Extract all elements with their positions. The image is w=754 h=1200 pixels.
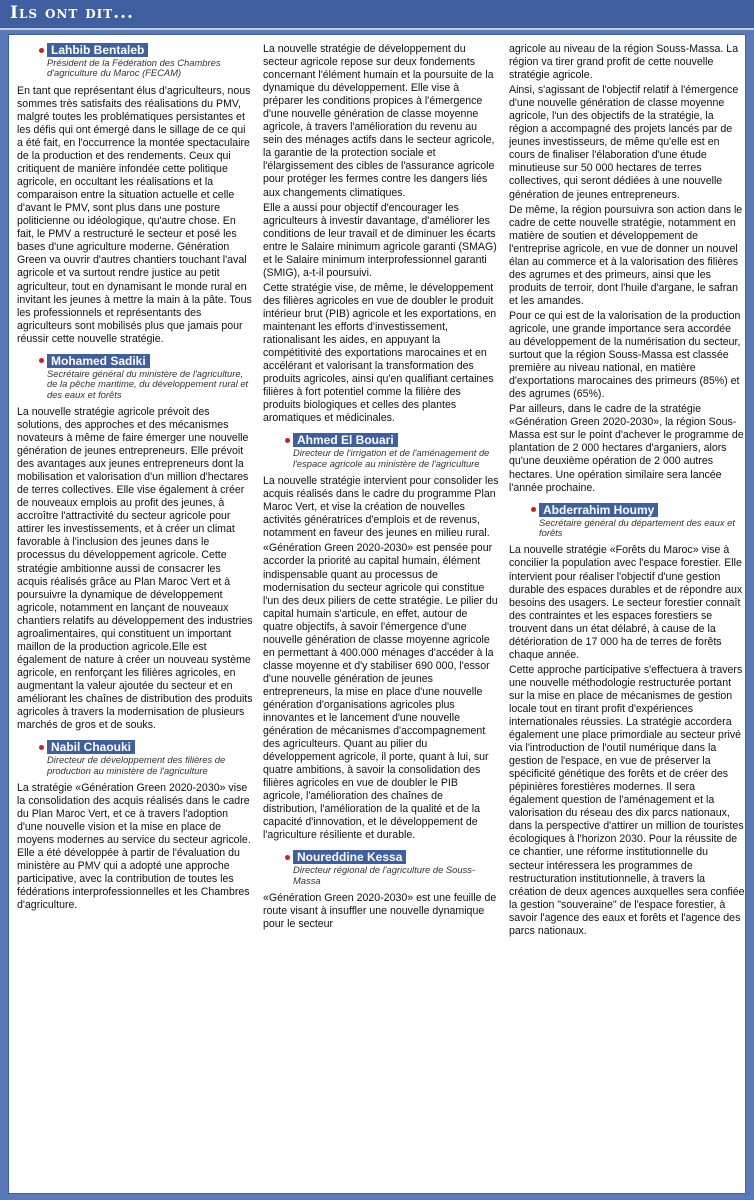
speaker-header xyxy=(17,354,253,400)
speaker-name-row xyxy=(285,850,499,864)
paragraph: En tant que représentant élus d'agriculteurs, nous sommes très satisfaits des réalisations du PMV, malgré toutes les problématiques persistantes et les défis qui ont émergé dans le sillage de ce qui a été fait, en l'occurrence la montée spectaculaire de la production et des rendements. Ceux qui critiquent de manière infondée cette politique agricole, en occultant les réalisations et la comparaison entre la situation actuelle et celle d'avant le PMV, sont plus dans une posture politicienne ou idéologique, qu'autre chose. En fait, le PMV a restructuré le secteur et posé les bases d'une agriculture moderne. Génération Green va ouvrir d'autres chantiers touchant l'aval agricole et va surtout rendre justice au petit agriculteur, tout en dynamisant le monde rural en invitant les jeunes à mettre la main à la pâte. Tous les professionnels et représentants des agriculteurs sont mobilisés plus que jamais pour réussir cette nouvelle stratégie. xyxy=(17,84,252,345)
paragraph: La stratégie «Génération Green 2020-2030» vise la consolidation des acquis réalisés dans le cadre du Plan Maroc Vert, et ce à travers l'adoption d'une nouvelle vision et la mise en place de moyens modernes au service du secteur agricole. Elle a été développée à partir de l'évaluation du ministère au PMV qui a adopté une approche participative, avec la contribution de toutes les fédérations interprofessionnelles et les Chambres d'agriculture. xyxy=(17,781,251,912)
paragraph: Pour ce qui est de la valorisation de la production agricole, une grande importance sera accordée au développement de la numérisation du secteur, surtout que la région Souss-Massa est classée première au niveau national, en matière d'exportations marocaines des primeurs (85%) et des agrumes (65%). xyxy=(509,309,741,401)
paragraph: Cette approche participative s'effectuera à travers une nouvelle méthodologie restructurée portant sur la mise en place de mécanismes de gestion locale tout en tirant profit d'expériences internationales réussies. La stratégie accordera également une place primordiale au secteur privé via l'introduction de l'outil numérique dans la gestion de l'espace, en vue de préserver la spécificité génétique des forêts et de créer des pépinières forestières modernes. Il sera également question de l'aménagement et la valorisation du réseau des dix parcs nationaux, dans la perspective d'attirer un million de touristes écologiques à l'horizon 2030. Pour la réussite de ce chantier, une réforme institutionnelle du secteur intéressera les programmes de restructuration institutionnelle, à travers la création de deux agences auxquelles sera confiée la gestion "souveraine" de l'espace forestier, à savoir l'agence des eaux et forêts et l'agence des parcs nationaux. xyxy=(509,663,745,937)
speaker-role: Secrétaire général du département des eaux et forêts xyxy=(539,516,735,538)
speaker-name: Noureddine Kessa xyxy=(293,850,406,864)
page-header xyxy=(0,0,754,30)
bullet-icon xyxy=(39,745,44,750)
speaker-header xyxy=(17,740,253,776)
column-2 xyxy=(263,43,499,933)
speaker-name-row xyxy=(39,354,253,368)
paragraph: La nouvelle stratégie de développement du secteur agricole repose sur deux fondements concernant l'élément humain et la poursuite de la dynamique du développement. Elle vise à préparer les conditions propices à l'émergence d'une nouvelle génération de classe moyenne agricole, à travers l'amélioration du revenu au sein des ménages actifs dans le secteur agricole, la garantie de la protection sociale et l'élargissement des cibles de l'assurance agricole pour protéger les fermes contre les dangers liés aux changements climatiques. xyxy=(263,43,495,199)
bullet-icon xyxy=(285,438,290,443)
speaker-role: Directeur régional de l'agriculture de Souss-Massa xyxy=(293,864,476,886)
speaker-name-row xyxy=(39,740,253,754)
paragraph: agricole au niveau de la région Souss-Massa. La région va tirer grand profit de cette nouvelle stratégie agricole. xyxy=(509,43,739,82)
paragraph: La nouvelle stratégie «Forêts du Maroc» vise à concilier la population avec l'espace forestier. Elle intervient pour réaliser l'objectif d'une gestion durable des espaces durables et de répondre aux besoins des usagers. Le secteur forestier connaît des contraintes et les espaces forestiers se trouvent dans un état délabré, à cause de la détérioration de 17 000 ha de terres de forêts chaque année. xyxy=(509,544,743,661)
bullet-icon xyxy=(531,507,536,512)
paragraph: De même, la région poursuivra son action dans le cadre de cette nouvelle stratégie, notamment en matière de soutien et développement de l'entreprise agricole, en vue de donner un nouvel élan au commerce et à la valorisation des filières des agrumes et des primeurs, ainsi que les produits de terroir, dont l'huile d'argane, le safran et les amandes. xyxy=(509,203,743,307)
column-3 xyxy=(509,43,745,940)
paragraph: «Génération Green 2020-2030» est pensée pour accorder la priorité au capital humain, élément indispensable quant au processus de modernisation du secteur agricole qui constitue l'un des deux piliers de cette stratégie. Le pilier du capital humain s'articule, en effet, autour de quatre objectifs, à savoir l'émergence d'une nouvelle génération de classe moyenne agricole en permettant à 400.000 ménages d'accéder à la classe moyenne et d'y stabiliser 690 000, l'essor d'une nouvelle génération de jeunes entrepreneurs, la mise en place d'une nouvelle génération d'organisations agricoles plus innovantes et le lancement d'une nouvelle génération de mécanismes d'accompagnement des agriculteurs. Quant au pilier du développement agricole, il porte, quant à lui, sur quatre ambitions, à savoir la consolidation des filières agricoles en vue de doubler le PIB agricole, l'amélioration des chaînes de distribution, l'amélioration de la qualité et de la capacité d'innovation, et le développement de l'agriculture résiliente et durable. xyxy=(263,542,498,842)
paragraph: La nouvelle stratégie intervient pour consolider les acquis réalisés dans le cadre du programme Plan Maroc Vert, et vise la création de nouvelles activités génératrices d'emplois et de revenus, notamment en faveur des jeunes en milieu rural. xyxy=(263,475,499,540)
speaker-role: Directeur de développement des filières de production au ministère de l'agriculture xyxy=(47,754,226,776)
header-rule xyxy=(0,28,754,30)
paragraph: Par ailleurs, dans le cadre de la stratégie «Génération Green 2020-2030», la région Sous-Massa est sur le point d'achever le programme de plantation de 2 000 hectares d'arganiers, alors qu'une deuxième opération de 2 000 autres hectares. Une opération similaire sera lancée l'année prochaine. xyxy=(509,403,744,494)
paragraph: La nouvelle stratégie agricole prévoit des solutions, des approches et des mécanismes novateurs à même de faire émerger une nouvelle génération de jeunes entrepreneurs. Elle prévoit des avantages aux jeunes entrepreneurs dont la mobilisation et valorisation d'un million d'hectares de terres collectives. Elle vise également à créer de nouveaux emplois au profit des jeunes, à accroître l'attractivité du secteur agricole pour attirer les investissements, et à créer un climat favorable à l'inclusion des jeunes dans le processus du développement agricole. Cette stratégie ambitionne aussi de consacrer les acquis réalisés grâce au Plan Maroc Vert et à poursuivre la dynamique de développement agricole, notamment en lançant de nouveaux chantiers relatifs au développement des industries agroalimentaires, qui constituent un important maillon de la production agricole.Elle est également de nature à créer un nouveau système agricole, en renforçant les filières agricoles, en augmentant la valeur ajoutée du secteur et en améliorant les chaînes de distribution des produits agricoles à travers la modernisation de plusieurs marchés de gros et de souks. xyxy=(17,405,253,732)
speaker-header xyxy=(17,43,253,79)
bullet-icon xyxy=(39,48,44,53)
paragraph: Ainsi, s'agissant de l'objectif relatif à l'émergence d'une nouvelle génération de classe moyenne agricole, l'un des objectifs de la stratégie, la région a accompagné des projets lancés par de jeunes investisseurs, de même qu'elle est en cours de finaliser l'élaboration d'une étude minutieuse sur 50 000 hectares de terres collectives, qui seront dédiées à une nouvelle génération de jeunes entrepreneurs. xyxy=(509,84,739,201)
speaker-name-row xyxy=(39,43,253,57)
speaker-name-row xyxy=(285,433,499,447)
bullet-icon xyxy=(39,358,44,363)
speaker-name: Abderrahim Houmy xyxy=(539,503,658,517)
paragraph: Cette stratégie vise, de même, le développement des filières agricoles en vue de doubler le produit intérieur brut (PIB) agricole et les exportations, en maintenant les efforts d'investissement, rationalisant les aides, en appuyant la compétitivité des exportations marocaines et en accélérant et valorisant la transformation des produits agricoles, ainsi qu'en qualifiant certaines filières à fort potentiel comme la filière des produits biologiques et celles des plantes aromatiques et médicinales. xyxy=(263,281,497,425)
speaker-role: Secrétaire général du ministère de l'agriculture, de la pêche maritime, du développement rural et des eaux et forêts xyxy=(47,367,249,400)
speaker-name-row xyxy=(531,503,745,517)
speaker-role: Président de la Fédération des Chambres d'agriculture du Maroc (FECAM) xyxy=(47,57,221,79)
column-1 xyxy=(17,43,253,914)
speaker-name: Ahmed El Bouari xyxy=(293,433,398,447)
speaker-role: Directeur de l'irrigation et de l'aménagement de l'espace agricole au ministère de l'agriculture xyxy=(293,447,490,469)
page-title: Ils ont dit... xyxy=(10,3,134,23)
paragraph: «Génération Green 2020-2030» est une feuille de route visant à insuffler une nouvelle dynamique pour le secteur xyxy=(263,892,497,931)
speaker-name: Lahbib Bentaleb xyxy=(47,43,148,57)
speaker-header xyxy=(509,503,745,539)
bullet-icon xyxy=(285,855,290,860)
speaker-name: Mohamed Sadiki xyxy=(47,354,150,368)
article-panel xyxy=(8,34,746,1194)
speaker-header xyxy=(263,850,499,886)
speaker-header xyxy=(263,433,499,469)
speaker-name: Nabil Chaouki xyxy=(47,740,135,754)
paragraph: Elle a aussi pour objectif d'encourager les agriculteurs à investir davantage, d'améliorer les conditions de leur travail et de diminuer les écarts entre le Salaire minimum agricole garanti (SMAG) et le Salaire minimum interprofessionnel garanti (SMIG), a-t-il poursuivi. xyxy=(263,201,497,279)
